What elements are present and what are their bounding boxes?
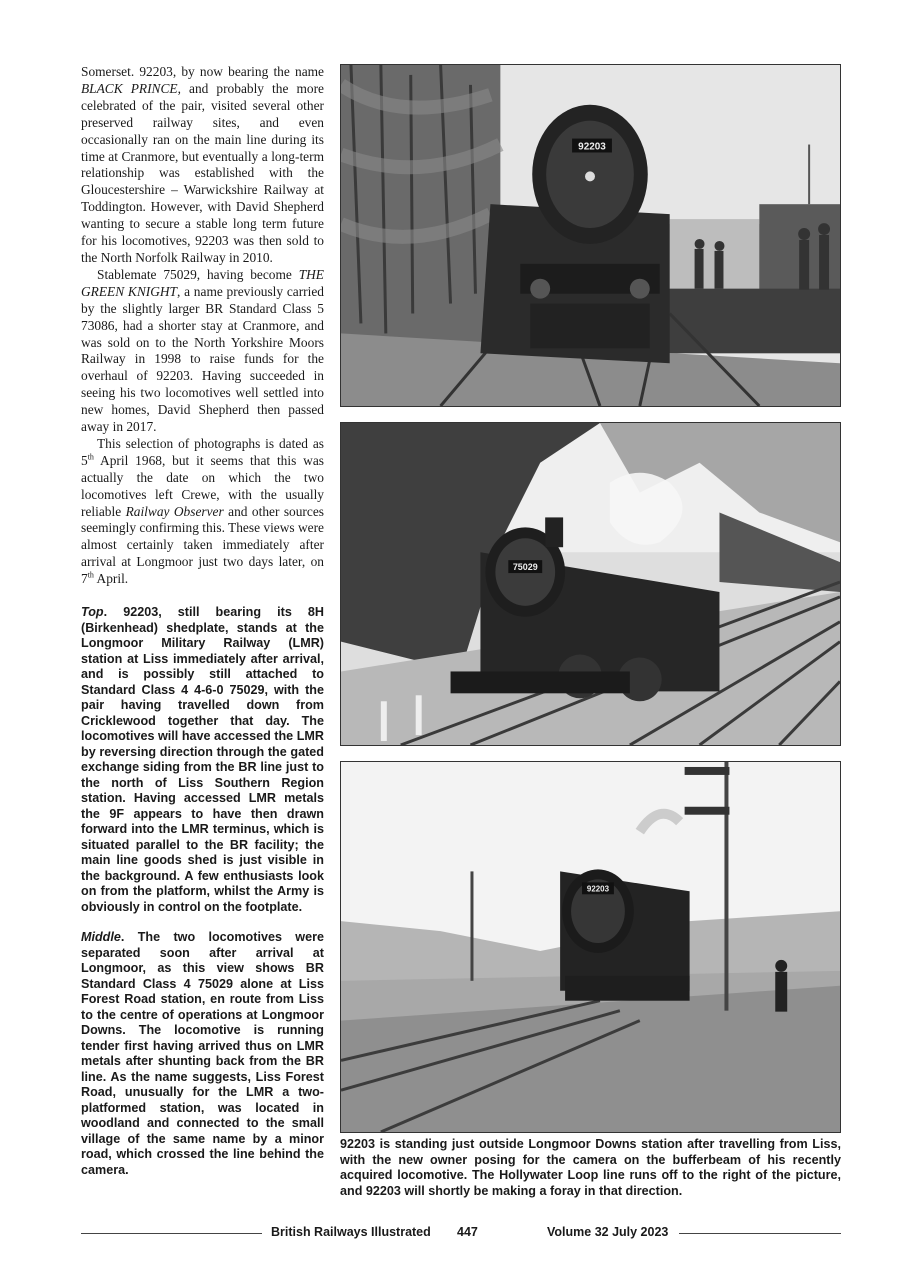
photo-top-smokebox-number: 92203 xyxy=(578,141,606,153)
caption-bottom: 92203 is standing just outside Longmoor Downs station after travelling from Liss, with the new owner posing for the camera on the bufferbeam of his recently acquired locomotive. The Hollywater Loop line runs off to the right of the picture, and 92203 will shortly be making a foray in that direction. xyxy=(340,1137,841,1198)
paragraph-3: This selection of photographs is dated as 5th April 1968, but it seems that this was actually the date on which the two locomotives left Crewe, with the usually reliable Railway Observer and other sources seemingly confirming this. These views were almost certainly taken immediately after arrival at Longmoor just two days later, on 7th April. xyxy=(81,435,324,587)
footer-issue: Volume 32 July 2023 xyxy=(547,1225,669,1239)
page-footer xyxy=(81,1225,841,1241)
caption-top: Top. 92203, still bearing its 8H (Birkenhead) shedplate, stands at the Longmoor Military Railway (LMR) station at Liss immediately after arrival, and is possibly still attached to Standard Class 4 4-6-0 75029, with the pair having travelled down from Cricklewood together that day. The locomotives will have accessed the LMR by reversing direction through the gated exchange siding from the BR line just to the north of Liss Southern Region station. Having accessed LMR metals the 9F appears to have then drawn forward into the LMR terminus, which is situated parallel to the BR facility; the main line goods shed is just visible in the background. A few enthusiasts look on from the platform, whilst the Army is obviously in control on the footplate. xyxy=(81,605,324,914)
footer-page-number: 447 xyxy=(457,1225,478,1239)
photo-top xyxy=(340,64,841,407)
photo-middle xyxy=(340,422,841,746)
caption-middle: Middle. The two locomotives were separated soon after arrival at Longmoor, as this view shows BR Standard Class 4 75029 alone at Liss Forest Road station, en route from Liss to the centre of operations at Longmoor Downs. The locomotive is running tender first having arrived thus on LMR metals after shunting back from the BR line. As the name suggests, Liss Forest Road, unusually for the LMR a two-platformed station, was located in woodland and connected to the small village of the same name by a minor road, which crossed the line behind the camera. xyxy=(81,930,324,1177)
footer-magazine-title: British Railways Illustrated xyxy=(271,1225,431,1239)
footer-rule-left xyxy=(81,1233,262,1234)
photo-bottom xyxy=(340,761,841,1133)
article-body xyxy=(81,64,324,588)
photo-middle-image xyxy=(341,423,840,745)
text-column xyxy=(81,64,324,1178)
paragraph-2: Stablemate 75029, having become THE GREEN KNIGHT, a name previously carried by the slightly larger BR Standard Class 5 73086, had a shorter stay at Cranmore, and was sold on to the North Yorkshire Moors Railway in 1998 to raise funds for the overhaul of 92203. Having succeeded in seeing his two locomotives well settled into new homes, David Shepherd then passed away in 2017. xyxy=(81,266,325,435)
photo-bottom-smokebox-number: 92203 xyxy=(586,884,610,894)
footer-rule-right xyxy=(679,1233,841,1234)
photo-middle-smokebox-number: 75029 xyxy=(512,562,538,573)
paragraph-1: Somerset. 92203, by now bearing the name BLACK PRINCE, and probably the more celebrated of the pair, visited several other preserved railway sites, and even occasionally ran on the main line during its time at Cranmore, but eventually a long-term relationship was established with the Gloucestershire – Warwickshire Railway at Toddington. However, with David Shepherd wanting to secure a stable long term future for his locomotives, 92203 was then sold to the North Norfolk Railway in 2010. xyxy=(81,64,324,265)
photo-bottom-image xyxy=(341,762,840,1132)
photo-top-image xyxy=(341,65,840,406)
